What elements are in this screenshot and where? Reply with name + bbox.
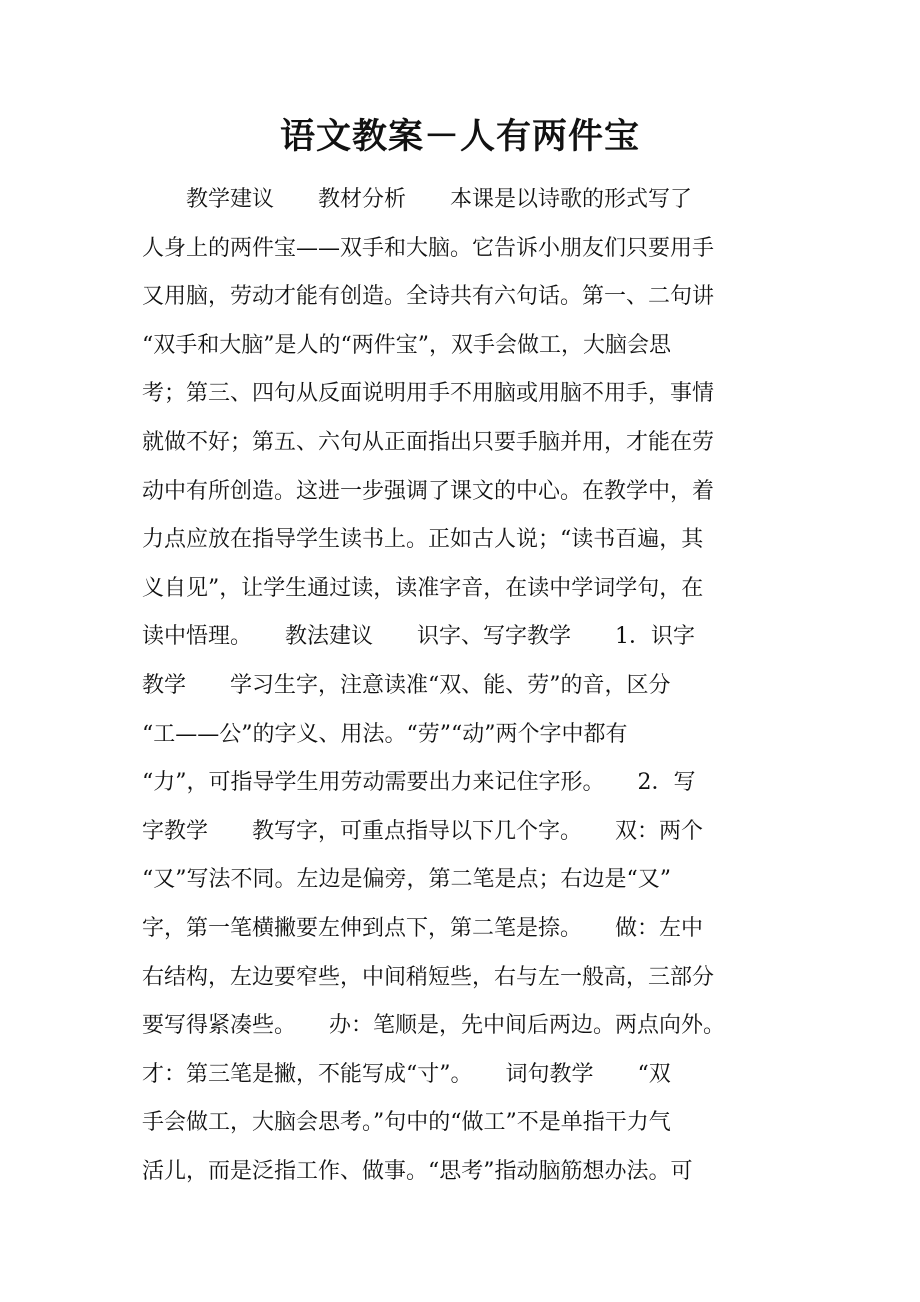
text-line: 右结构，左边要窄些，中间稍短些，右与左一般高，三部分 <box>142 964 715 990</box>
text-line: 才：第三笔是撇，不能写成“寸”。 词句教学 “双 <box>142 1061 671 1087</box>
text-line: 人身上的两件宝——双手和大脑。它告诉小朋友们只要用手 <box>142 235 715 261</box>
text-line: 字教学 教写字，可重点指导以下几个字。 双：两个 <box>142 818 704 844</box>
text-line: 又用脑，劳动才能有创造。全诗共有六句话。第一、二句讲 <box>142 284 715 310</box>
document-title: 语文教案－人有两件宝 <box>279 116 640 157</box>
text-line: 就做不好；第五、六句从正面指出只要手脑并用，才能在劳 <box>142 429 715 455</box>
text-line: “力”，可指导学生用劳动需要出力来记住字形。 2．写 <box>142 770 696 796</box>
text-line: 动中有所创造。这进一步强调了课文的中心。在教学中，着 <box>142 478 715 504</box>
text-line: “工——公”的字义、用法。“劳”“动”两个字中都有 <box>142 721 628 747</box>
text-line: 活儿，而是泛指工作、做事。“思考”指动脑筋想办法。可 <box>142 1158 693 1184</box>
text-line: 读中悟理。 教法建议 识字、写字教学 1．识字 <box>142 624 695 650</box>
text-line: 考；第三、四句从反面说明用手不用脑或用脑不用手，事情 <box>142 381 715 407</box>
text-line: “双手和大脑”是人的“两件宝”，双手会做工，大脑会思 <box>142 332 671 358</box>
text-line: 要写得紧凑些。 办：笔顺是，先中间后两边。两点向外。 <box>142 1013 726 1039</box>
text-line: 字，第一笔横撇要左伸到点下，第二笔是捺。 做：左中 <box>142 915 704 941</box>
text-line: 义自见”，让学生通过读，读准字音，在读中学词学句，在 <box>142 575 704 601</box>
text-line: 手会做工，大脑会思考。”句中的“做工”不是单指干力气 <box>142 1110 671 1136</box>
document-body <box>142 176 787 1196</box>
text-line: 力点应放在指导学生读书上。正如古人说；“读书百遍，其 <box>142 527 704 553</box>
text-line: “又”写法不同。左边是偏旁，第二笔是点；右边是“又” <box>142 867 671 893</box>
text-line: 教学建议 教材分析 本课是以诗歌的形式写了 <box>142 187 693 212</box>
text-line: 教学 学习生字，注意读准“双、能、劳”的音，区分 <box>142 672 671 698</box>
